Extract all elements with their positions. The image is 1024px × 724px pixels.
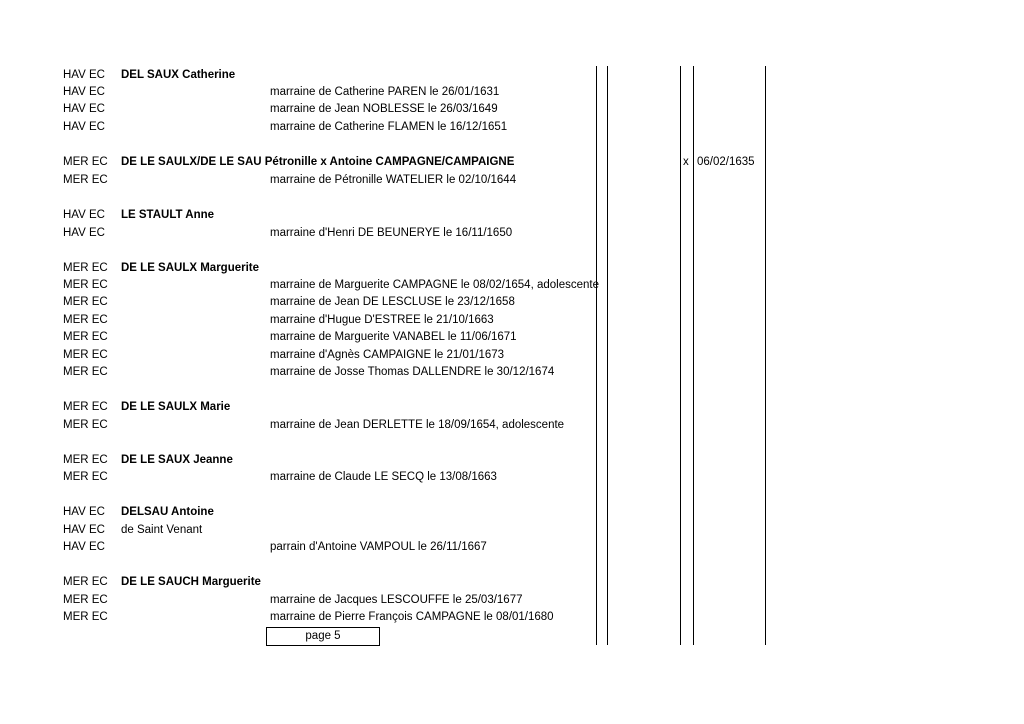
person-name: DEL SAUX Catherine [121,69,236,81]
source-code: HAV EC [63,121,105,133]
source-code: MER EC [63,174,108,186]
record-description: parrain d'Antoine VAMPOUL le 26/11/1667 [270,541,487,553]
source-code: HAV EC [63,506,105,518]
source-code: MER EC [63,349,108,361]
marriage-marker: x [683,156,689,168]
source-code: MER EC [63,576,108,588]
person-name: DE LE SAULX Marguerite [121,262,260,274]
source-code: MER EC [63,611,108,623]
column-divider [693,66,694,645]
record-description: marraine d'Henri DE BEUNERYE le 16/11/1650 [270,227,513,239]
record-description: marraine de Catherine FLAMEN le 16/12/1651 [270,121,508,133]
person-name: DE LE SAUCH Marguerite [121,576,261,588]
source-code: HAV EC [63,103,105,115]
record-description: marraine de Catherine PAREN le 26/01/1631 [270,86,500,98]
source-code: MER EC [63,314,108,326]
origin-note: de Saint Venant [121,524,203,536]
column-divider [680,66,681,645]
column-divider [607,66,608,645]
source-code: MER EC [63,262,108,274]
source-code: HAV EC [63,209,105,221]
column-divider [765,66,766,645]
person-name: DE LE SAULX/DE LE SAU Pétronille x Antoine CAMPAGNE/CAMPAIGNE [121,156,515,168]
record-description: marraine d'Agnès CAMPAIGNE le 21/01/1673 [270,349,505,361]
person-name: DE LE SAUX Jeanne [121,454,233,466]
source-code: MER EC [63,156,108,168]
record-description: marraine de Marguerite CAMPAGNE le 08/02/1654, adolescente [270,279,599,291]
record-description: marraine de Jean DE LESCLUSE le 23/12/1658 [270,296,515,308]
source-code: MER EC [63,279,108,291]
source-code: HAV EC [63,524,105,536]
source-code: MER EC [63,419,108,431]
record-description: marraine de Josse Thomas DALLENDRE le 30/12/1674 [270,366,555,378]
record-description: marraine de Jacques LESCOUFFE le 25/03/1677 [270,594,523,606]
source-code: MER EC [63,296,108,308]
record-description: marraine de Marguerite VANABEL le 11/06/1671 [270,331,517,343]
person-name: DELSAU Antoine [121,506,214,518]
person-name: LE STAULT Anne [121,209,215,221]
source-code: MER EC [63,454,108,466]
person-name: DE LE SAULX Marie [121,401,231,413]
record-description: marraine de Pierre François CAMPAGNE le 08/01/1680 [270,611,554,623]
page-number-box: page 5 [266,627,380,646]
source-code: HAV EC [63,86,105,98]
source-code: HAV EC [63,227,105,239]
source-code: HAV EC [63,69,105,81]
marriage-date: 06/02/1635 [697,156,755,168]
column-divider [596,66,597,645]
source-code: MER EC [63,331,108,343]
source-code: MER EC [63,366,108,378]
source-code: MER EC [63,594,108,606]
record-description: marraine de Jean NOBLESSE le 26/03/1649 [270,103,498,115]
record-description: marraine de Claude LE SECQ le 13/08/1663 [270,471,497,483]
source-code: HAV EC [63,541,105,553]
record-description: marraine d'Hugue D'ESTREE le 21/10/1663 [270,314,494,326]
record-description: marraine de Pétronille WATELIER le 02/10/1644 [270,174,517,186]
source-code: MER EC [63,401,108,413]
record-description: marraine de Jean DERLETTE le 18/09/1654, adolescente [270,419,565,431]
source-code: MER EC [63,471,108,483]
